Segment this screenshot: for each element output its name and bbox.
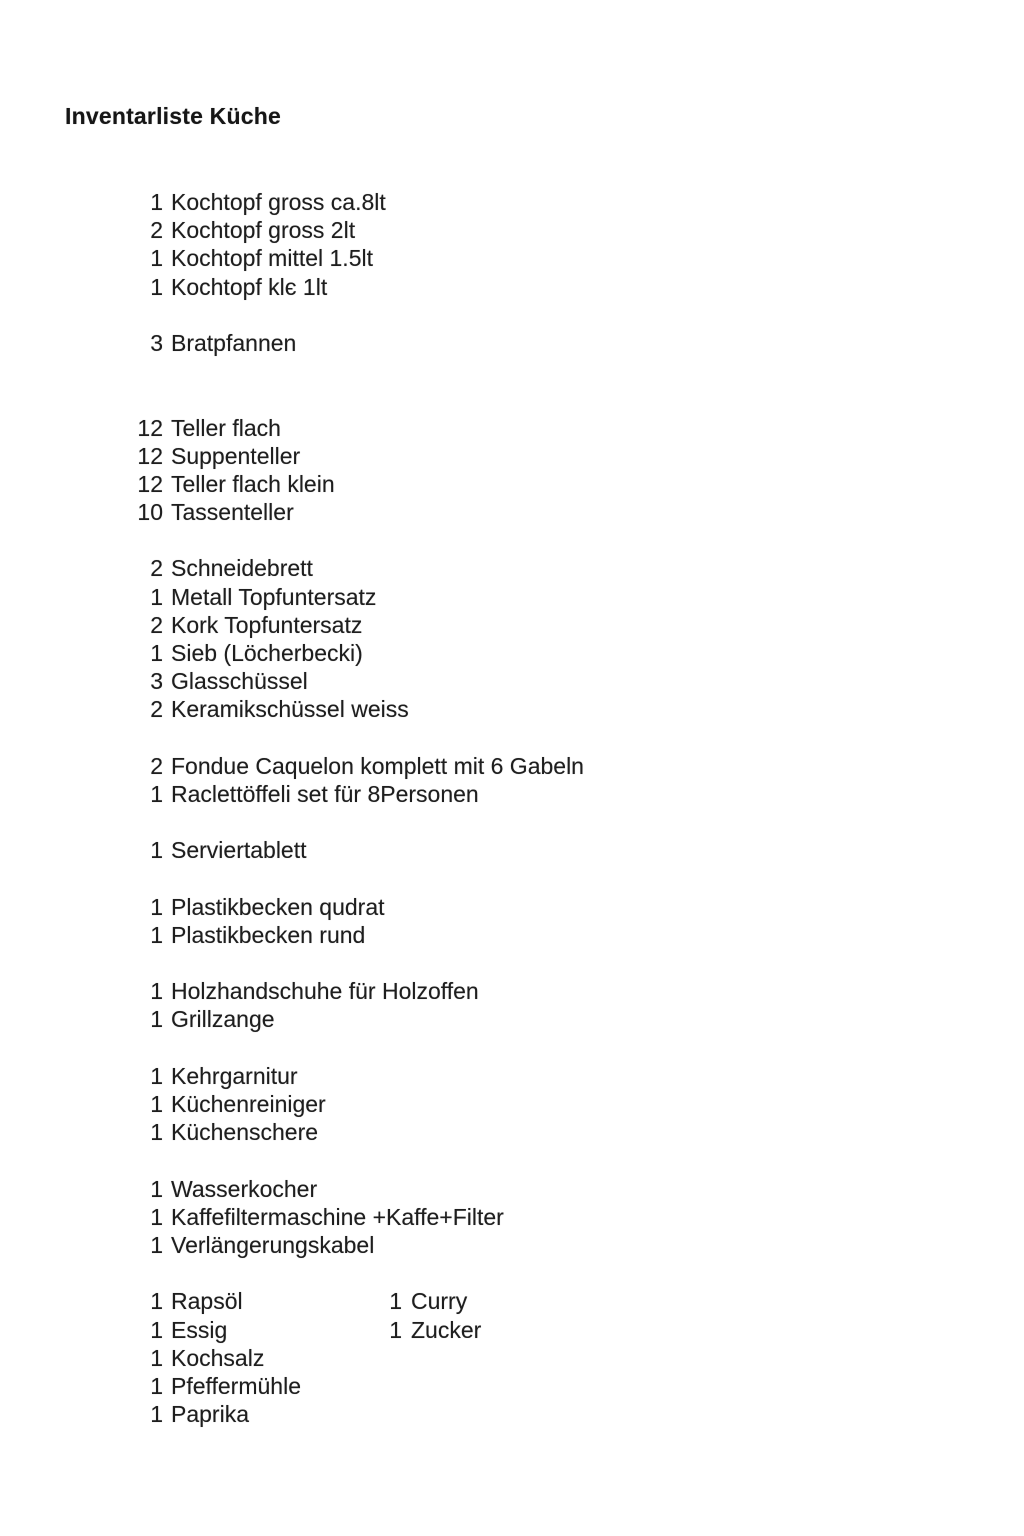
list-item <box>0 836 1024 864</box>
list-item <box>0 695 1024 723</box>
list-item <box>0 1287 1024 1315</box>
list-item <box>0 1203 1024 1231</box>
item-label: Plastikbecken rund <box>171 921 366 948</box>
item-group <box>0 836 1024 864</box>
item-quantity: 1 <box>150 1316 163 1343</box>
item-label: Sieb (Löcherbecki) <box>171 640 363 667</box>
item-quantity: 1 <box>150 245 163 272</box>
list-item <box>0 554 1024 582</box>
item-quantity: 1 <box>150 583 163 610</box>
item-label: Serviertablett <box>171 837 307 864</box>
item-quantity: 1 <box>150 1175 163 1202</box>
item-quantity: 1 <box>150 893 163 920</box>
item-label: Zucker <box>411 1316 482 1343</box>
item-label: Glasschüssel <box>171 668 308 695</box>
item-label: Verlängerungskabel <box>171 1231 375 1258</box>
item-label: Curry <box>411 1288 468 1315</box>
item-quantity: 1 <box>150 1288 163 1315</box>
item-quantity: 1 <box>150 1203 163 1230</box>
list-item <box>0 780 1024 808</box>
item-quantity: 1 <box>150 189 163 215</box>
item-quantity: 3 <box>150 329 163 356</box>
item-group <box>0 977 1024 1033</box>
item-quantity: 12 <box>137 470 163 497</box>
list-item <box>0 216 1024 244</box>
item-label: Kochtopf mittel 1.5lt <box>171 245 373 272</box>
item-quantity: 1 <box>150 1091 163 1118</box>
item-quantity: 1 <box>150 1401 163 1428</box>
list-item-second-column <box>389 1287 467 1315</box>
item-quantity: 1 <box>150 640 163 667</box>
item-label: Kehrgarnitur <box>171 1062 298 1089</box>
item-label: Holzhandschuhe für Holzoffen <box>171 978 479 1005</box>
item-group <box>0 414 1024 527</box>
list-item <box>0 244 1024 272</box>
item-label: Fondue Caquelon komplett mit 6 Gabeln <box>171 752 584 779</box>
item-quantity: 2 <box>150 217 163 244</box>
list-item-second-column <box>389 1316 481 1344</box>
item-group <box>0 188 1024 301</box>
inventory-list <box>0 188 1024 1428</box>
item-quantity: 3 <box>150 668 163 695</box>
list-item <box>0 1400 1024 1428</box>
list-item <box>0 639 1024 667</box>
item-label: Essig <box>171 1316 228 1343</box>
item-quantity: 2 <box>150 555 163 582</box>
item-group <box>0 752 1024 808</box>
item-quantity: 1 <box>150 1372 163 1399</box>
item-label: Kork Topfuntersatz <box>171 611 363 638</box>
item-label: Grillzange <box>171 1006 275 1033</box>
item-quantity: 2 <box>150 752 163 779</box>
item-quantity: 12 <box>137 442 163 469</box>
list-item <box>0 1005 1024 1033</box>
item-label: Kochtopf gross 2lt <box>171 217 356 244</box>
item-label: Suppenteller <box>171 442 301 469</box>
list-item <box>0 1344 1024 1372</box>
list-item <box>0 1118 1024 1146</box>
item-group <box>0 1287 1024 1428</box>
item-label: Keramikschüssel weiss <box>171 696 409 723</box>
item-label: Wasserkocher <box>171 1175 318 1202</box>
item-group <box>0 329 1024 357</box>
item-quantity: 1 <box>150 1062 163 1089</box>
list-item <box>0 273 1024 301</box>
item-group <box>0 554 1024 723</box>
list-item <box>0 921 1024 949</box>
item-quantity: 2 <box>150 696 163 723</box>
item-quantity: 1 <box>150 1344 163 1371</box>
list-item <box>0 667 1024 695</box>
item-label: Teller flach klein <box>171 470 335 497</box>
item-label: Küchenschere <box>171 1119 319 1146</box>
page-title: Inventarliste Küche <box>65 103 281 129</box>
list-item <box>0 414 1024 442</box>
list-item <box>0 1090 1024 1118</box>
list-item <box>0 1231 1024 1259</box>
item-quantity: 1 <box>150 837 163 864</box>
list-item <box>0 611 1024 639</box>
item-quantity: 10 <box>137 499 163 526</box>
item-quantity: 1 <box>150 978 163 1005</box>
item-quantity: 1 <box>150 1231 163 1258</box>
item-label: Schneidebrett <box>171 555 313 582</box>
item-label: Kochtopf gross ca.8lt <box>171 189 386 215</box>
item-group <box>0 893 1024 949</box>
item-label: Kochtopf klє 1lt <box>171 273 328 300</box>
item-label: Plastikbecken qudrat <box>171 893 385 920</box>
item-group <box>0 1175 1024 1260</box>
list-item <box>0 893 1024 921</box>
list-item <box>0 1175 1024 1203</box>
item-quantity: 1 <box>150 780 163 807</box>
item-quantity: 1 <box>150 273 163 300</box>
list-item <box>0 583 1024 611</box>
item-group <box>0 1062 1024 1147</box>
item-quantity: 1 <box>389 1316 402 1343</box>
item-label: Pfeffermühle <box>171 1372 301 1399</box>
list-item <box>0 977 1024 1005</box>
item-quantity: 12 <box>137 414 163 441</box>
list-item <box>0 1062 1024 1090</box>
item-quantity: 1 <box>150 921 163 948</box>
item-quantity: 2 <box>150 611 163 638</box>
item-label: Teller flach <box>171 414 281 441</box>
item-label: Raclettöffeli set für 8Personen <box>171 780 479 807</box>
item-label: Kochsalz <box>171 1344 265 1371</box>
list-item <box>0 1372 1024 1400</box>
item-label: Bratpfannen <box>171 329 297 356</box>
list-item <box>0 498 1024 526</box>
list-item <box>0 470 1024 498</box>
list-item <box>0 442 1024 470</box>
item-quantity: 1 <box>389 1288 402 1315</box>
list-item <box>0 752 1024 780</box>
item-quantity: 1 <box>150 1119 163 1146</box>
list-item <box>0 329 1024 357</box>
item-label: Rapsöl <box>171 1288 243 1315</box>
list-item <box>0 188 1024 216</box>
item-label: Tassenteller <box>171 499 294 526</box>
item-label: Paprika <box>171 1401 249 1428</box>
item-quantity: 1 <box>150 1006 163 1033</box>
item-label: Kaffefiltermaschine +Kaffe+Filter <box>171 1203 504 1230</box>
list-item <box>0 1316 1024 1344</box>
item-label: Metall Topfuntersatz <box>171 583 377 610</box>
item-label: Küchenreiniger <box>171 1091 326 1118</box>
